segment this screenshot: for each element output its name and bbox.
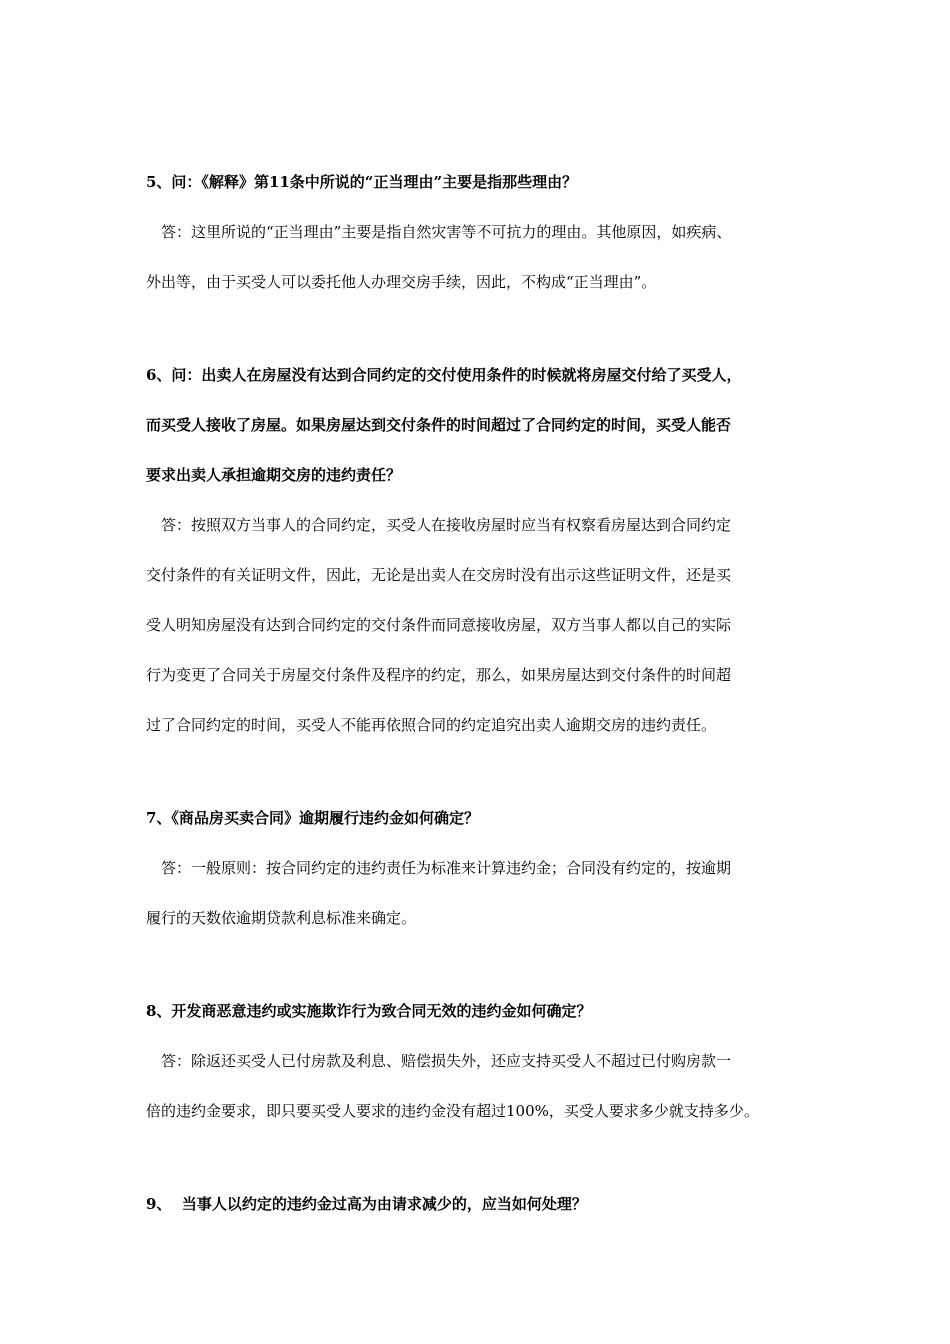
answer-8-line-1: 答：除返还买受人已付房款及利息、赔偿损失外，还应支持买受人不超过已付购房款一 [161, 1052, 732, 1070]
answer-6-line-5: 过了合同约定的时间，买受人不能再依照合同的约定追究出卖人逾期交房的违约责任。 [146, 716, 717, 734]
question-6-line-2: 而买受人接收了房屋。如果房屋达到交付条件的时间超过了合同约定的时间，买受人能否 [146, 416, 732, 434]
answer-7-line-1: 答：一般原则：按合同约定的违约责任为标准来计算违约金；合同没有约定的，按逾期 [161, 859, 732, 877]
question-6-line-3: 要求出卖人承担逾期交房的违约责任？ [146, 466, 402, 484]
question-5-line-1: 5、问：《解释》第11条中所说的“正当理由”主要是指那些理由？ [146, 173, 578, 191]
question-7-line-1: 7、《商品房买卖合同》逾期履行违约金如何确定？ [146, 809, 479, 827]
answer-6-line-1: 答：按照双方当事人的合同约定，买受人在接收房屋时应当有权察看房屋达到合同约定 [161, 516, 732, 534]
question-8-line-1: 8、开发商恶意违约或实施欺诈行为致合同无效的违约金如何确定？ [146, 1002, 592, 1020]
answer-6-line-3: 受人明知房屋没有达到合同约定的交付条件而同意接收房屋，双方当事人都以自己的实际 [146, 616, 732, 634]
answer-7-line-2: 履行的天数依逾期贷款利息标准来确定。 [146, 909, 417, 927]
answer-8-line-2: 倍的违约金要求，即只要买受人要求的违约金没有超过100%，买受人要求多少就支持多少。 [146, 1102, 759, 1120]
question-9-line-1: 9、 当事人以约定的违约金过高为由请求减少的，应当如何处理？ [146, 1195, 587, 1213]
answer-5-line-2: 外出等，由于买受人可以委托他人办理交房手续，因此，不构成“正当理由”。 [146, 273, 657, 291]
answer-6-line-2: 交付条件的有关证明文件，因此，无论是出卖人在交房时没有出示这些证明文件，还是买 [146, 566, 732, 584]
answer-6-line-4: 行为变更了合同关于房屋交付条件及程序的约定，那么，如果房屋达到交付条件的时间超 [146, 666, 732, 684]
answer-5-line-1: 答：这里所说的“正当理由”主要是指自然灾害等不可抗力的理由。其他原因，如疾病、 [161, 223, 732, 241]
question-6-line-1: 6、问：出卖人在房屋没有达到合同约定的交付使用条件的时候就将房屋交付给了买受人， [146, 366, 742, 384]
